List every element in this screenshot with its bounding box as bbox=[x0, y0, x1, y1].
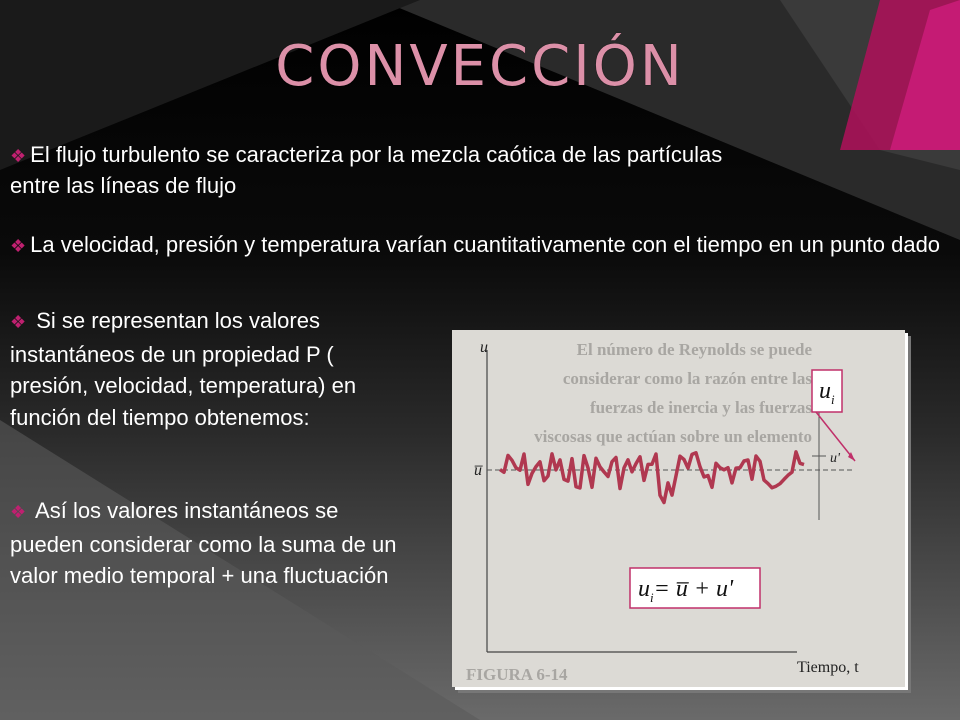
bullet-paragraph-1 bbox=[10, 140, 770, 201]
diamond-bullet-icon: ❖ bbox=[10, 312, 27, 332]
slide-title: CONVECCIÓN bbox=[275, 34, 685, 99]
y-axis-label: u bbox=[480, 339, 488, 356]
x-axis-label: Tiempo, t bbox=[797, 659, 859, 676]
bg-text-line-4: viscosas que actúan sobre un elemento bbox=[534, 427, 812, 446]
bg-text-line-1: El número de Reynolds se puede bbox=[576, 340, 812, 359]
turbulence-figure bbox=[452, 330, 905, 687]
bullet-paragraph-2 bbox=[10, 230, 955, 261]
bg-text-line-2: considerar como la razón entre las bbox=[562, 369, 812, 388]
bullet-paragraph-3 bbox=[10, 305, 400, 433]
reynolds-decomposition-formula: $u_i=$ u̅ + u' bbox=[638, 576, 734, 605]
diamond-bullet-icon: ❖ bbox=[10, 146, 27, 166]
faded-textbook-text bbox=[466, 340, 812, 684]
bullet-text-2: La velocidad, presión y temperatura varían cuantitativamente con el tiempo en un punto dado bbox=[30, 232, 941, 257]
instant-label: $u_i$ bbox=[819, 378, 835, 407]
mean-label: u̅ bbox=[474, 462, 482, 479]
bg-caption: FIGURA 6-14 bbox=[466, 665, 568, 684]
bg-text-line-3: fuerzas de inercia y las fuerzas bbox=[589, 398, 812, 417]
bullet-text-4: Así los valores instantáneos se pueden considerar como la suma de un valor medio temporal + una fluctuación bbox=[10, 498, 397, 588]
bullet-paragraph-4 bbox=[10, 495, 400, 592]
diamond-bullet-icon: ❖ bbox=[10, 236, 27, 256]
bullet-text-3: Si se representan los valores instantáneos de un propiedad P ( presión, velocidad, temperatura) en función del tiempo obtenemos: bbox=[10, 308, 357, 430]
diamond-bullet-icon: ❖ bbox=[10, 502, 27, 522]
instantaneous-signal bbox=[500, 452, 804, 503]
bullet-text-1: El flujo turbulento se caracteriza por la mezcla caótica de las partículas entre las líneas de flujo bbox=[10, 142, 723, 198]
fluct-label: u' bbox=[830, 451, 840, 466]
